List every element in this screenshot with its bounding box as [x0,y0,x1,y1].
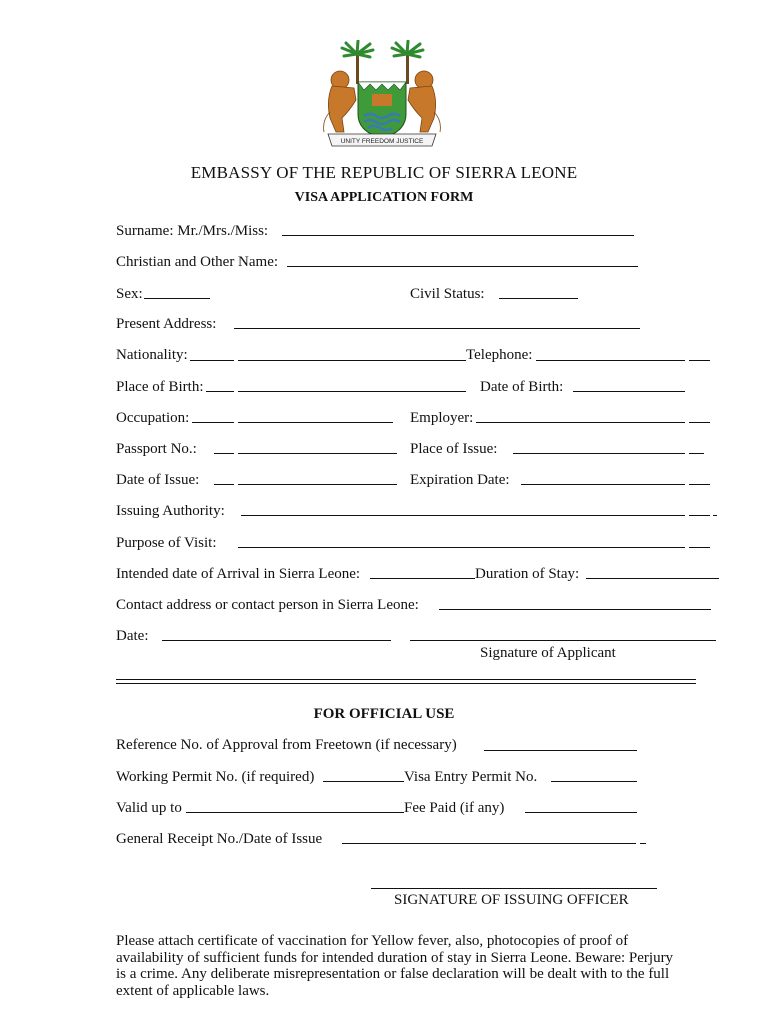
general-receipt-input-line-a[interactable] [342,843,636,844]
lion-left [324,71,356,132]
reference-no-input-line[interactable] [484,750,637,751]
working-permit-label: Working Permit No. (if required) [116,769,315,785]
employer-input-line-b[interactable] [689,422,710,423]
date-of-birth-label: Date of Birth: [480,379,564,395]
date-input-line[interactable] [162,640,391,641]
arrival-date-label: Intended date of Arrival in Sierra Leone: [116,566,361,582]
telephone-input-line-a[interactable] [536,360,685,361]
applicant-signature-line[interactable] [410,640,716,641]
shield [358,82,406,138]
place-of-issue-input-line-b[interactable] [689,453,704,454]
signature-of-issuing-officer-label: SIGNATURE OF ISSUING OFFICER [394,892,629,908]
expiration-date-input-line-b[interactable] [689,484,710,485]
date-of-issue-input-line-b[interactable] [238,484,397,485]
present-address-input-line[interactable] [234,328,640,329]
expiration-date-label: Expiration Date: [410,472,510,488]
purpose-of-visit-input-line-a[interactable] [238,547,685,548]
duration-of-stay-input-line[interactable] [586,578,719,579]
place-of-issue-input-line-a[interactable] [513,453,685,454]
place-of-issue-label: Place of Issue: [410,441,498,457]
employer-label: Employer: [410,410,474,426]
date-label: Date: [116,628,149,644]
nationality-input-line-a[interactable] [190,360,234,361]
sex-label: Sex: [116,286,143,302]
general-receipt-input-line-b[interactable] [640,843,646,844]
occupation-input-line-b[interactable] [238,422,393,423]
telephone-label: Telephone: [466,347,533,363]
surname-input-line[interactable] [282,235,634,236]
passport-no-label: Passport No.: [116,441,197,457]
official-use-heading: FOR OFFICIAL USE [313,706,455,722]
coat-of-arms-seal [320,40,444,150]
issuing-authority-input-line-a[interactable] [241,515,685,516]
issuing-officer-signature-line[interactable] [371,888,657,889]
date-of-issue-label: Date of Issue: [116,472,200,488]
place-of-birth-input-line-a[interactable] [206,391,234,392]
signature-of-applicant-label: Signature of Applicant [480,645,616,661]
date-of-issue-input-line-a[interactable] [214,484,234,485]
employer-input-line-a[interactable] [476,422,685,423]
nationality-label: Nationality: [116,347,188,363]
section-divider [116,679,696,684]
nationality-input-line-b[interactable] [238,360,466,361]
place-of-birth-input-line-b[interactable] [238,391,466,392]
surname-label: Surname: Mr./Mrs./Miss: [116,223,269,239]
place-of-birth-label: Place of Birth: [116,379,204,395]
general-receipt-label: General Receipt No./Date of Issue [116,831,323,847]
occupation-label: Occupation: [116,410,190,426]
instructions-paragraph: Please attach certificate of vaccination for Yellow fever, also, photocopies of proof of availability of sufficient funds for intended duration of stay in Sierra Leone. Beware: Perjury is a crime. Any deliberate misrepresentation or false declaration will be dealt with to the full extent of applicable laws. [116,933,674,999]
valid-up-to-input-line[interactable] [186,812,404,813]
fee-paid-label: Fee Paid (if any) [404,800,505,816]
expiration-date-input-line-a[interactable] [521,484,685,485]
issuing-authority-label: Issuing Authority: [116,503,225,519]
civil-status-input-line[interactable] [499,298,578,299]
issuing-authority-input-line-c[interactable] [713,515,717,516]
purpose-of-visit-input-line-b[interactable] [689,547,710,548]
seal-motto: UNITY FREEDOM JUSTICE [340,138,424,145]
lion-right [408,71,440,132]
duration-of-stay-label: Duration of Stay: [475,566,580,582]
christian-name-input-line[interactable] [287,266,638,267]
purpose-of-visit-label: Purpose of Visit: [116,535,217,551]
date-of-birth-input-line[interactable] [573,391,685,392]
passport-no-input-line-a[interactable] [214,453,234,454]
sex-input-line[interactable] [144,298,210,299]
telephone-input-line-b[interactable] [689,360,710,361]
visa-entry-permit-label: Visa Entry Permit No. [404,769,538,785]
issuing-authority-input-line-b[interactable] [689,515,710,516]
occupation-input-line-a[interactable] [192,422,234,423]
reference-no-label: Reference No. of Approval from Freetown (if necessary) [116,737,457,753]
page-title: EMBASSY OF THE REPUBLIC OF SIERRA LEONE [190,163,578,182]
working-permit-input-line[interactable] [323,781,404,782]
fee-paid-input-line[interactable] [525,812,637,813]
valid-up-to-label: Valid up to [116,800,182,816]
form-subtitle: VISA APPLICATION FORM [294,190,474,205]
contact-address-label: Contact address or contact person in Sierra Leone: [116,597,419,613]
civil-status-label: Civil Status: [410,286,485,302]
contact-address-input-line[interactable] [439,609,711,610]
visa-entry-permit-input-line[interactable] [551,781,637,782]
christian-name-label: Christian and Other Name: [116,254,279,270]
passport-no-input-line-b[interactable] [238,453,397,454]
arrival-date-input-line[interactable] [370,578,475,579]
present-address-label: Present Address: [116,316,217,332]
